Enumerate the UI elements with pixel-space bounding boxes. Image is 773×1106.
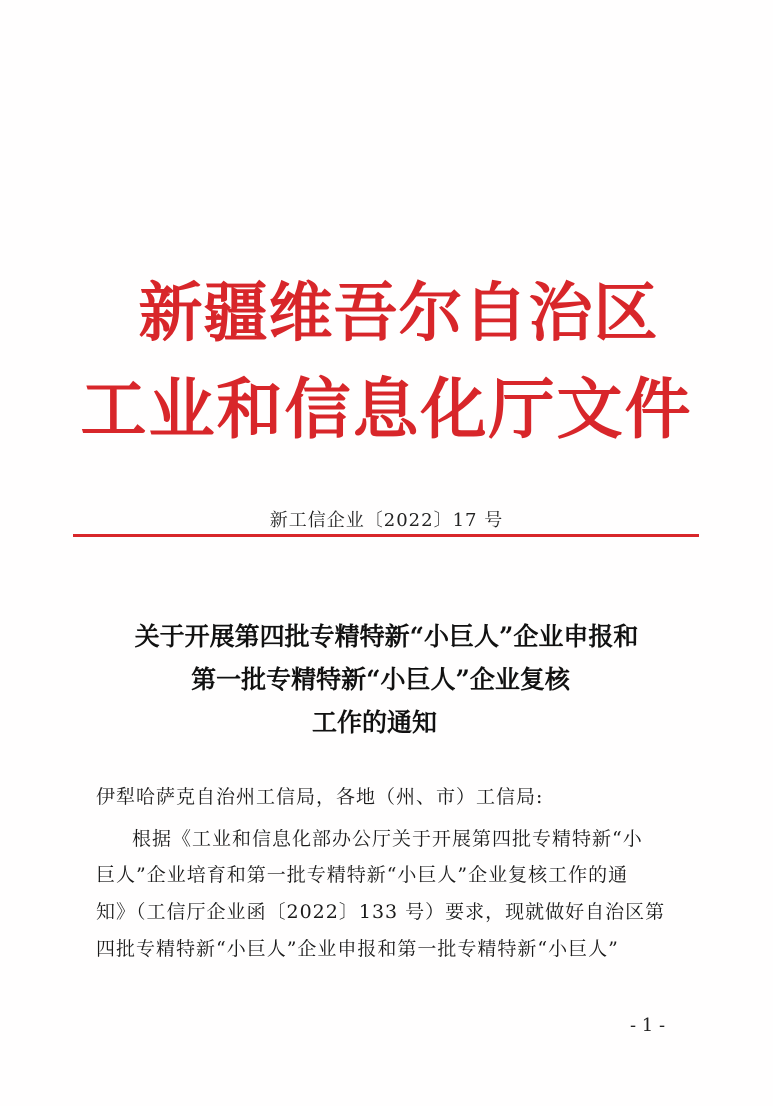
issuer-document-title: 工业和信息化厅文件: [80, 371, 693, 448]
body-paragraph-line: 巨人”企业培育和第一批专精特新“小巨人”企业复核工作的通: [96, 864, 629, 886]
notice-title-line-2: 第一批专精特新“小巨人”企业复核: [191, 665, 570, 694]
notice-title-line-1: 关于开展第四批专精特新“小巨人”企业申报和: [134, 622, 639, 651]
body-paragraph-line: 四批专精特新“小巨人”企业申报和第一批专精特新“小巨人”: [96, 938, 619, 960]
page-number: - 1 -: [630, 1015, 666, 1036]
issuer-name: 新疆维吾尔自治区: [138, 277, 659, 351]
red-separator-line: [73, 534, 699, 537]
body-paragraph-line: 根据《工业和信息化部办公厅关于开展第四批专精特新“小: [132, 828, 643, 850]
addressee-line: 伊犁哈萨克自治州工信局，各地（州、市）工信局:: [96, 786, 544, 808]
notice-title-line-3: 工作的通知: [311, 708, 437, 737]
document-number: 新工信企业〔2022〕17 号: [269, 510, 504, 531]
body-paragraph-line: 知》（工信厅企业函〔2022〕133 号）要求，现就做好自治区第: [96, 901, 666, 923]
